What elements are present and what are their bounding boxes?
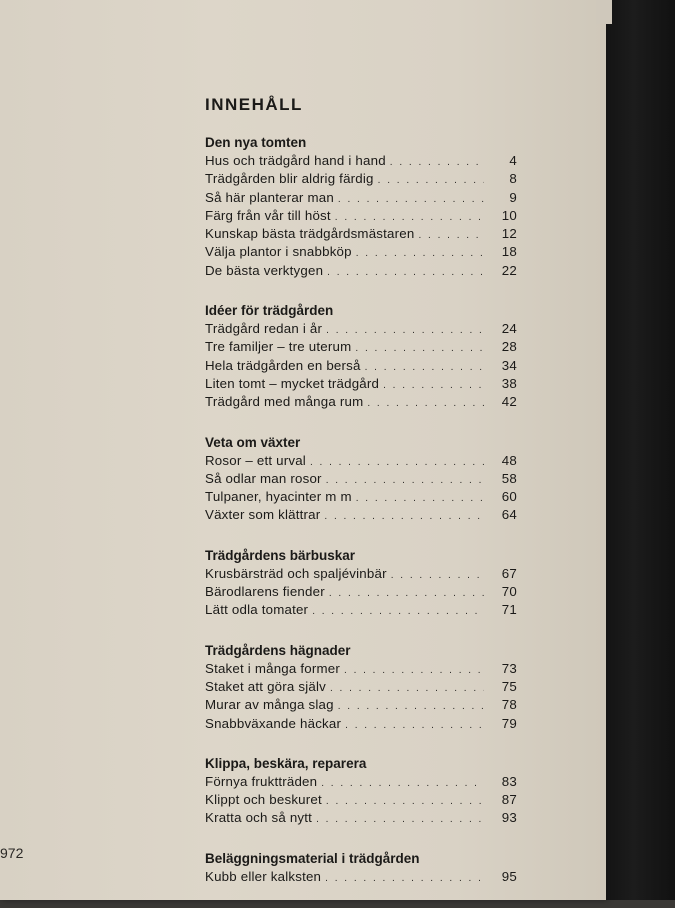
dot-leader xyxy=(325,870,484,888)
entry-label: Snabbväxande häckar xyxy=(205,715,342,731)
entry-label: Så odlar man rosor xyxy=(205,470,322,486)
toc-entry xyxy=(205,868,517,886)
entry-page-number: 22 xyxy=(501,262,517,278)
entry-page-number: 9 xyxy=(509,189,517,205)
toc-section xyxy=(205,302,517,411)
dot-leader xyxy=(316,811,484,829)
entry-label: Färg från vår till höst xyxy=(205,207,331,223)
dot-leader xyxy=(345,717,484,735)
toc-entry xyxy=(205,189,517,207)
dot-leader xyxy=(356,245,484,263)
entry-label: Välja plantor i snabbköp xyxy=(205,244,352,260)
entry-label: Trädgården blir aldrig färdig xyxy=(205,171,374,187)
dot-leader xyxy=(383,377,484,395)
toc-entry xyxy=(205,601,517,619)
toc-entry xyxy=(205,375,517,393)
entry-label: Trädgård med många rum xyxy=(205,394,364,410)
toc-entry xyxy=(205,262,517,280)
entry-label: Kubb eller kalksten xyxy=(205,868,322,884)
entry-page-number: 73 xyxy=(501,660,517,676)
entry-page-number: 64 xyxy=(501,507,517,523)
entry-label: Tulpaner, hyacinter m m xyxy=(205,489,352,505)
entry-label: Förnya fruktträden xyxy=(205,773,318,789)
toc-entry xyxy=(205,470,517,488)
dot-leader xyxy=(312,603,484,621)
dot-leader xyxy=(355,340,484,358)
dot-leader xyxy=(330,680,484,698)
dot-leader xyxy=(356,490,484,508)
dot-leader xyxy=(338,698,484,716)
dot-leader xyxy=(310,454,484,472)
toc-entry xyxy=(205,243,517,261)
entry-page-number: 71 xyxy=(501,602,517,618)
section-title: Den nya tomten xyxy=(205,135,307,150)
toc-section xyxy=(205,755,517,828)
toc-entry xyxy=(205,715,517,733)
dot-leader xyxy=(418,227,484,245)
entry-page-number: 4 xyxy=(509,153,517,168)
entry-label: Staket i många former xyxy=(205,660,341,676)
entry-label: Kratta och så nytt xyxy=(205,810,313,826)
dot-leader xyxy=(324,508,484,526)
entry-label: Bärodlarens fiender xyxy=(205,584,325,600)
toc-entry xyxy=(205,170,517,188)
toc-entry xyxy=(205,660,517,678)
section-title: Idéer för trädgården xyxy=(205,303,334,319)
toc-entry xyxy=(205,452,517,470)
entry-page-number: 8 xyxy=(509,171,517,187)
toc-entry xyxy=(205,488,517,506)
entry-page-number: 38 xyxy=(501,375,517,391)
entry-page-number: 10 xyxy=(501,207,517,223)
entry-page-number: 75 xyxy=(501,678,517,694)
entry-label: Trädgård redan i år xyxy=(205,321,323,337)
dot-leader xyxy=(378,172,484,190)
toc-entry xyxy=(205,809,517,827)
toc-entry xyxy=(205,506,517,524)
dot-leader xyxy=(327,264,484,282)
page-corner xyxy=(596,0,612,24)
entry-label: Så här planterar man xyxy=(205,189,334,205)
toc-title: INNEHÅLL xyxy=(205,95,303,114)
entry-label: Liten tomt – mycket trädgård xyxy=(205,375,380,391)
section-title: Veta om växter xyxy=(205,434,301,450)
entry-label: Rosor – ett urval xyxy=(205,452,306,468)
toc-entry xyxy=(205,583,517,601)
entry-label: Kunskap bästa trädgårdsmästaren xyxy=(205,226,415,242)
entry-page-number: 79 xyxy=(501,715,517,731)
entry-page-number: 58 xyxy=(501,470,517,486)
toc-entry xyxy=(205,225,517,243)
toc-entry xyxy=(205,791,517,809)
entry-label: Klippt och beskuret xyxy=(205,792,322,808)
toc-entry xyxy=(205,565,517,583)
dot-leader xyxy=(367,395,484,413)
toc-entry xyxy=(205,678,517,696)
entry-label: Krusbärsträd och spaljévinbär xyxy=(205,565,387,581)
dot-leader xyxy=(391,567,484,585)
entry-label: Hela trädgården en berså xyxy=(205,357,361,373)
entry-page-number: 87 xyxy=(501,792,517,808)
book-spine xyxy=(606,0,675,900)
dot-leader xyxy=(344,662,484,680)
section-title: Klippa, beskära, reparera xyxy=(205,755,367,771)
toc-section xyxy=(205,547,517,620)
entry-page-number: 78 xyxy=(501,697,517,713)
entry-page-number: 34 xyxy=(501,357,517,373)
entry-page-number: 42 xyxy=(501,394,517,410)
entry-label: De bästa verktygen xyxy=(205,262,324,278)
table-of-contents xyxy=(205,94,517,908)
entry-label: Växter som klättrar xyxy=(205,507,321,523)
toc-entry xyxy=(205,357,517,375)
entry-label: Lätt odla tomater xyxy=(205,602,309,618)
dot-leader xyxy=(365,359,484,377)
dot-leader xyxy=(338,191,484,209)
entry-page-number: 60 xyxy=(501,489,517,505)
entry-page-number: 83 xyxy=(501,773,517,789)
toc-entry xyxy=(205,338,517,356)
entry-page-number: 12 xyxy=(501,226,517,242)
dot-leader xyxy=(321,775,484,793)
entry-page-number: 28 xyxy=(501,339,517,355)
toc-entry xyxy=(205,773,517,791)
toc-entry xyxy=(205,207,517,225)
dot-leader xyxy=(390,154,484,172)
entry-page-number: 48 xyxy=(501,452,517,468)
section-title: Beläggningsmaterial i trädgården xyxy=(205,850,420,866)
entry-label: Staket att göra själv xyxy=(205,678,326,694)
toc-sections xyxy=(205,134,517,886)
toc-section xyxy=(205,134,517,280)
entry-page-number: 24 xyxy=(501,321,517,337)
dot-leader xyxy=(329,585,484,603)
section-title: Trädgårdens hägnader xyxy=(205,642,351,658)
toc-entry xyxy=(205,696,517,714)
entry-label: Murar av många slag xyxy=(205,697,334,713)
toc-section xyxy=(205,850,517,886)
entry-label: Tre familjer – tre uterum xyxy=(205,339,352,355)
entry-page-number: 67 xyxy=(501,565,517,581)
section-title: Trädgårdens bärbuskar xyxy=(205,547,356,563)
entry-page-number: 18 xyxy=(501,244,517,260)
entry-page-number: 70 xyxy=(501,584,517,600)
margin-year-fragment: 972 xyxy=(0,845,24,861)
toc-section xyxy=(205,434,517,525)
entry-page-number: 95 xyxy=(501,868,517,884)
toc-entry xyxy=(205,152,517,170)
toc-section xyxy=(205,642,517,733)
toc-entry xyxy=(205,320,517,338)
entry-page-number: 93 xyxy=(501,810,517,826)
toc-entry xyxy=(205,393,517,411)
entry-label: Hus och trädgård hand i hand xyxy=(205,153,386,168)
dot-leader xyxy=(326,793,484,811)
